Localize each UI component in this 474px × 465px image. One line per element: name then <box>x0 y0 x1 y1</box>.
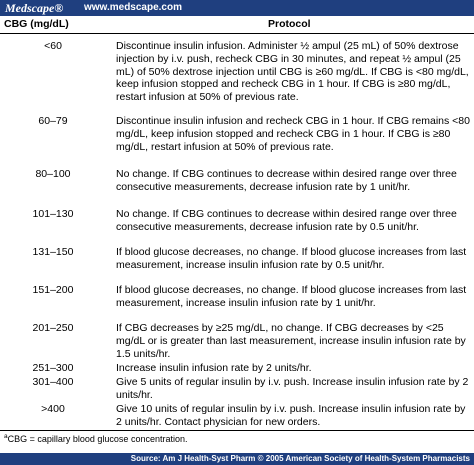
source-citation: Source: Am J Health-Syst Pharm © 2005 American Society of Health-System Pharmacists <box>130 454 470 463</box>
cbg-range: 301–400 <box>32 376 74 388</box>
cbg-range: >400 <box>41 403 65 415</box>
protocol-text: No change. If CBG continues to decrease within desired range over three consecutive measurements, decrease infusion rate by 0.5 unit/hr. <box>116 208 457 233</box>
footnote <box>4 433 187 444</box>
protocol-text: If blood glucose decreases, no change. If blood glucose increases from last measurement, increase insulin infusion rate by 0.5 unit/hr. <box>116 246 467 271</box>
footnote-marker: a <box>4 433 8 440</box>
protocol-text: If CBG decreases by ≥25 mg/dL, no change. If CBG decreases by <25 mg/dL or is greater than last measurement, increase insulin infusion rate by 1.5 units/hr. <box>116 322 466 360</box>
protocol-text: No change. If CBG continues to decrease within desired range over three consecutive measurements, decrease infusion rate by 1 unit/hr. <box>116 168 457 193</box>
cbg-range: 80–100 <box>35 168 71 180</box>
column-header-cbg: CBG (mg/dL) <box>4 18 69 30</box>
protocol-text: If blood glucose decreases, no change. If blood glucose increases from last measurement, increase insulin infusion rate by 1 unit/hr. <box>116 284 467 309</box>
footnote-text: CBG = capillary blood glucose concentration. <box>7 434 188 444</box>
cbg-range: 60–79 <box>38 115 68 127</box>
cbg-range: 201–250 <box>32 322 74 334</box>
footer-divider <box>0 430 474 431</box>
header-divider <box>0 33 474 34</box>
protocol-text: Discontinue insulin infusion. Administer ½ ampul (25 mL) of 50% dextrose injection by i.v. push, recheck CBG in 30 minutes, and repeat ½ ampul (25 mL) of 50% dextrose injection until CBG is ≥60 mg/dL. If CBG is <80 mg/dL, keep infusion stopped and recheck CBG in 1 hour. If CBG is ≥80 mg/dL, restart infusion at 50% of previous rate. <box>116 40 469 104</box>
protocol-text: Give 5 units of regular insulin by i.v. push. Increase insulin infusion rate by 2 units/hr. <box>116 376 469 401</box>
protocol-text: Discontinue insulin infusion and recheck CBG in 1 hour. If CBG remains <80 mg/dL, keep infusion stopped and recheck CBG in 1 hour. If CBG is ≥80 mg/dL, restart infusion at 50% of previous rate. <box>116 115 470 153</box>
cbg-range: <60 <box>44 40 62 52</box>
protocol-text: Increase insulin infusion rate by 2 units/hr. <box>116 362 312 374</box>
cbg-range: 251–300 <box>32 362 74 374</box>
cbg-range: 151–200 <box>32 284 74 296</box>
protocol-text: Give 10 units of regular insulin by i.v. push. Increase insulin infusion rate by 2 units/hr. Contact physician for new orders. <box>116 403 466 428</box>
column-header-protocol: Protocol <box>268 18 311 30</box>
medscape-logo[interactable]: Medscape® <box>5 1 64 15</box>
cbg-range: 131–150 <box>32 246 74 258</box>
medscape-header-bar <box>0 0 474 16</box>
cbg-range: 101–130 <box>32 208 74 220</box>
site-url[interactable]: www.medscape.com <box>84 2 182 13</box>
source-bar <box>0 453 474 465</box>
